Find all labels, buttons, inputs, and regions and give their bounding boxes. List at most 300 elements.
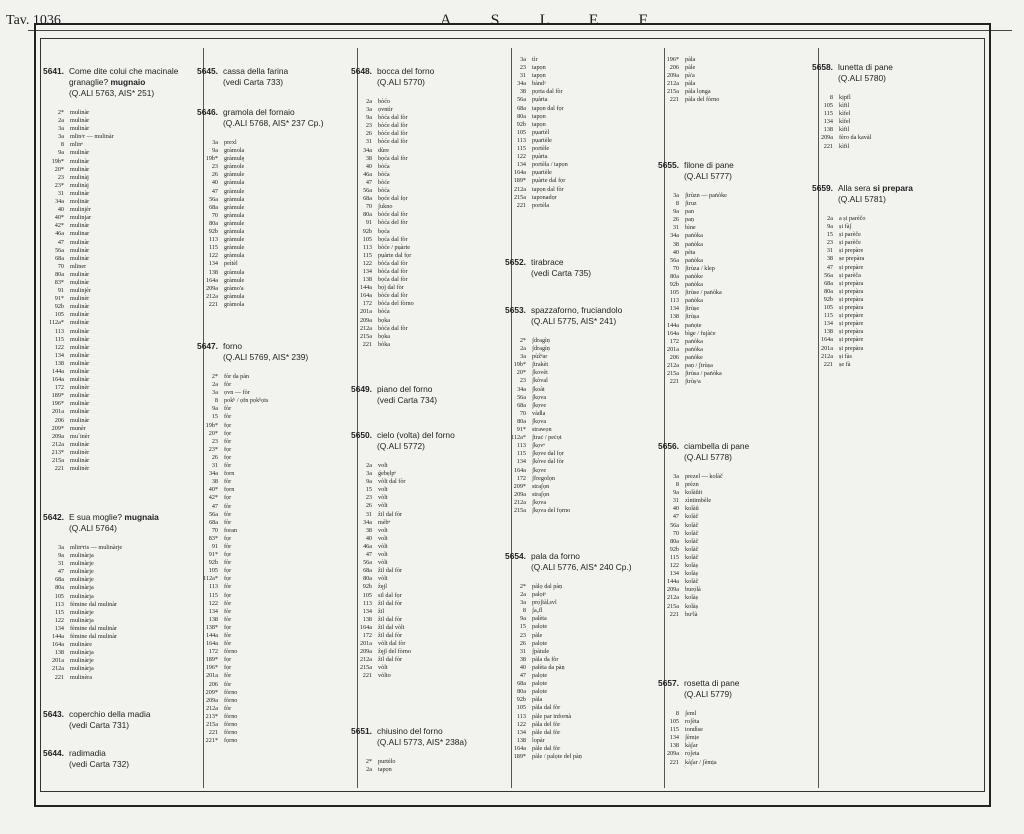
locality-code: 34a: [517, 385, 526, 393]
locality-code: 122: [669, 562, 679, 570]
locality-code: 221: [208, 300, 218, 308]
locality-code: 134: [823, 118, 833, 126]
dialect-form: burọ̀là: [685, 586, 701, 594]
dialect-row: [504, 656, 649, 664]
locality-code: 221*: [205, 737, 218, 745]
dialect-form: sil dal fọr: [378, 591, 402, 599]
locality-code: 172: [362, 300, 372, 308]
dialect-form: fòr: [224, 615, 232, 623]
entry-title: [69, 512, 187, 523]
dialect-form: bòćo: [378, 98, 391, 105]
dialect-form: bìge / fujàċe: [685, 329, 716, 337]
dialect-form: ṣi prepàra: [839, 279, 864, 287]
dialect-form: ọvn — fòr: [224, 389, 250, 397]
locality-code: 122: [516, 720, 526, 728]
dialect-form: pàle / palọte del pàṇ: [532, 752, 582, 760]
locality-code: 144a: [51, 633, 64, 641]
dialect-row: [42, 617, 187, 625]
locality-code: 15: [519, 623, 526, 631]
dialect-form: straʃọn: [532, 482, 550, 490]
dialect-row: [657, 489, 802, 497]
locality-code: 115: [823, 312, 833, 320]
locality-code: 19b*: [205, 421, 218, 429]
entry-reference: (Q.ALI 5775, AIS* 241): [531, 316, 617, 326]
dialect-form: ẑil dal fòr: [378, 656, 403, 664]
entry-reference: (vedi Carta 734): [377, 395, 438, 405]
dialect-row: [196, 260, 341, 268]
entry-title: [223, 66, 341, 77]
entry-reference: (Q.ALI 5772): [377, 441, 425, 451]
locality-code: 56a: [670, 521, 679, 529]
dialect-form: gràmo'a: [224, 284, 244, 292]
dialect-row: [504, 105, 649, 113]
locality-code: 213*: [205, 712, 218, 720]
dialect-row: [657, 718, 802, 726]
dialect-row: [42, 457, 187, 465]
dialect-row: [196, 559, 341, 567]
locality-code: 221: [823, 142, 833, 150]
locality-code: 164a: [359, 623, 372, 631]
dialect-row: [504, 418, 649, 426]
dialect-form: vòlt: [378, 664, 388, 672]
dialect-form: bọće dal fọr: [378, 195, 408, 203]
locality-code: 105: [54, 592, 64, 600]
dialect-form: ẑil dal vòlt: [378, 623, 405, 631]
dialect-row: [196, 567, 341, 575]
locality-code: 164a: [820, 336, 833, 344]
dialect-row: [196, 583, 341, 591]
locality-code: 68a: [209, 203, 218, 211]
dialect-form: fọr: [224, 494, 232, 502]
dialect-form: bòće dal fòr: [378, 130, 408, 138]
dialect-form: ṣi prepàra: [839, 295, 864, 303]
dialect-row: [350, 130, 495, 138]
dialect-form: gràmula: [224, 195, 245, 203]
dialect-row: [504, 442, 649, 450]
entry-number: 5656.: [658, 441, 679, 451]
dialect-row: [196, 389, 341, 397]
dialect-form: gràmula: [224, 292, 245, 300]
dialect-row: [657, 586, 802, 594]
dialect-row: [42, 641, 187, 649]
locality-code: 144a: [666, 321, 679, 329]
locality-code: 23: [365, 122, 372, 130]
dialect-row: [504, 394, 649, 402]
locality-code: 38: [519, 655, 526, 663]
entry-header: [657, 160, 802, 171]
entry: [811, 62, 956, 151]
entry-reference: (Q.ALI 5781): [838, 194, 886, 204]
dialect-row: [350, 228, 495, 236]
dialect-row: [196, 575, 341, 583]
dialect-row: [196, 269, 341, 277]
dialect-form: pụàrta: [532, 96, 548, 104]
entry-title-part: E sua moglie?: [69, 512, 123, 522]
locality-code: 115: [208, 244, 218, 252]
locality-code: 115: [362, 251, 372, 259]
entry-title: [377, 384, 495, 395]
dialect-form: tapọn: [532, 64, 546, 72]
dialect-row: [42, 328, 187, 336]
locality-code: 68a: [824, 279, 833, 287]
dialect-row: [42, 206, 187, 214]
entry-title: [684, 678, 802, 689]
dialect-form: fòr da pàn: [224, 373, 250, 380]
dialect-form: bòće dal fòr: [378, 122, 408, 130]
dialect-row: [657, 750, 802, 758]
dialect-row: [196, 697, 341, 705]
dialect-row: [350, 632, 495, 640]
dialect-row: [196, 381, 341, 389]
dialect-form: fòr: [224, 672, 232, 680]
dialect-row: [504, 153, 649, 161]
locality-code: 91: [211, 542, 218, 550]
dialect-form: fọr: [224, 445, 232, 453]
locality-code: 113: [362, 599, 372, 607]
locality-code: 56a: [517, 393, 526, 401]
dialect-row: [196, 422, 341, 430]
dialect-form: fọr: [224, 551, 232, 559]
locality-code: 83*: [208, 534, 218, 542]
dialect-row: [42, 149, 187, 157]
locality-code: 80a: [824, 287, 833, 295]
entry-title: [377, 66, 495, 77]
entry: [657, 441, 802, 619]
locality-code: 113: [516, 712, 526, 720]
dialect-form: bòća dal fòr: [378, 324, 408, 332]
entry: [42, 512, 187, 682]
dialect-row: [504, 623, 649, 631]
dialect-list: [504, 56, 649, 210]
entry-title-part: si prepara: [870, 183, 913, 193]
dialect-row: [504, 688, 649, 696]
locality-code: 3a: [520, 56, 526, 63]
dialect-row: [657, 473, 802, 481]
locality-code: 40: [519, 663, 526, 671]
locality-code: 19b*: [51, 157, 64, 165]
entry: [350, 66, 495, 349]
locality-code: 68a: [363, 567, 372, 575]
dialect-form: prọ́ʃtàlᵢsvl: [532, 599, 557, 607]
dialect-form: ʃtrakèt: [532, 361, 549, 369]
entry-number: 5650.: [351, 430, 372, 440]
entry-number: 5644.: [43, 748, 64, 758]
locality-code: 105: [516, 704, 526, 712]
dialect-row: [196, 228, 341, 236]
entry: [811, 183, 956, 369]
entry-title-part: pala da forno: [531, 551, 580, 561]
dialect-row: [504, 483, 649, 491]
dialect-form: straʃọn: [532, 490, 550, 498]
locality-code: 134: [823, 320, 833, 328]
dialect-row: [504, 186, 649, 194]
locality-code: 31: [672, 497, 679, 505]
dialect-form: bòća: [378, 170, 390, 178]
dialect-row: [504, 729, 649, 737]
dialect-row: [504, 80, 649, 88]
locality-code: 92b: [516, 120, 526, 128]
dialect-form: ʃèmịe: [685, 734, 700, 742]
dialect-form: pụartèle: [532, 136, 552, 144]
dialect-form: kolàč: [685, 553, 699, 561]
locality-code: 134: [362, 607, 372, 615]
locality-code: 70: [672, 264, 679, 272]
locality-code: 19b*: [513, 361, 526, 369]
locality-code: 134: [669, 734, 679, 742]
dialect-row: [350, 656, 495, 664]
entry-number: 5658.: [812, 62, 833, 72]
locality-code: 215a: [51, 457, 64, 465]
dialect-row: [42, 182, 187, 190]
dialect-form: fọr: [224, 534, 232, 542]
entry: [504, 56, 649, 210]
dialect-row: [196, 486, 341, 494]
dialect-row: [657, 354, 802, 362]
dialect-form: fọr: [224, 664, 232, 672]
dialect-form: ʃkọve: [532, 466, 547, 474]
dialect-form: mulinèra: [70, 673, 92, 681]
dialect-row: [196, 600, 341, 608]
dialect-form: bòće / pụàrte: [378, 243, 410, 251]
dialect-row: [350, 624, 495, 632]
entry-header: [196, 66, 341, 77]
dialect-row: [196, 592, 341, 600]
dialect-form: bòća dal fòr: [378, 114, 408, 122]
entry-number: 5655.: [658, 160, 679, 170]
dialect-form: palèta da pàṇ: [532, 663, 565, 671]
dialect-form: vòlt: [378, 494, 388, 502]
locality-code: 138: [54, 649, 64, 657]
locality-code: 38: [672, 240, 679, 248]
dialect-row: [196, 713, 341, 721]
locality-code: 9a: [673, 208, 679, 216]
locality-code: 9a: [673, 489, 679, 497]
locality-code: 221: [823, 360, 833, 368]
dialect-row: [42, 311, 187, 319]
dialect-form: paṇ / ʃtrùṣa: [685, 361, 713, 369]
locality-code: 23*: [54, 181, 64, 189]
dialect-form: paṅòke: [685, 272, 703, 280]
dialect-form: fọrno: [224, 737, 238, 745]
locality-code: 215a: [513, 193, 526, 201]
locality-code: 134: [54, 351, 64, 359]
dialect-form: paṅòka: [685, 337, 703, 345]
locality-code: 172: [516, 474, 526, 482]
dialect-form: paṅòke: [685, 353, 703, 361]
entry-title: [377, 430, 495, 441]
locality-code: 212a: [359, 656, 372, 664]
locality-code: 2a: [58, 117, 64, 125]
dialect-form: ʃtrùzn — paṅòke: [685, 192, 727, 199]
dialect-form: palọte: [532, 688, 548, 696]
dialect-form: foran: [224, 526, 238, 534]
entry-title-part: ciambella di pane: [684, 441, 750, 451]
locality-code: 144a: [359, 284, 372, 292]
dialect-form: ṣe prepàra: [839, 255, 865, 263]
locality-code: 46a: [363, 170, 372, 178]
dialect-form: fòr: [224, 462, 232, 470]
locality-code: 105: [362, 591, 372, 599]
entry-title: [838, 183, 956, 194]
dialect-row: [196, 729, 341, 737]
dialect-form: bòća: [378, 162, 390, 170]
dialect-form: fòr: [224, 478, 232, 486]
dialect-form: ṣi prepàre: [839, 320, 864, 328]
dialect-form: ʃtrùṣᵃa: [685, 378, 701, 386]
locality-code: 212a: [51, 440, 64, 448]
entry-number: 5647.: [197, 341, 218, 351]
dialect-row: [350, 592, 495, 600]
locality-code: 23: [365, 494, 372, 502]
dialect-row: [504, 458, 649, 466]
locality-code: 80a: [55, 584, 64, 592]
dialect-row: [504, 680, 649, 688]
dialect-form: mulinàr: [70, 368, 90, 375]
dialect-row: [504, 88, 649, 96]
dialect-row: [657, 497, 802, 505]
dialect-row: [657, 88, 802, 96]
entry-title-part: rosetta di pane: [684, 678, 740, 688]
dialect-form: gràmulę: [224, 155, 245, 163]
dialect-form: mulinàr: [70, 440, 90, 448]
dialect-form: kolàṣ: [685, 562, 699, 570]
locality-code: 206: [54, 416, 64, 424]
dialect-form: ʃaᵤfl: [532, 607, 543, 615]
dialect-row: [42, 384, 187, 392]
dialect-form: kìfil: [839, 126, 850, 134]
column-divider: [664, 48, 665, 788]
dialect-row: [657, 192, 802, 200]
entry-title: [684, 160, 802, 171]
dialect-form: mulinàr: [70, 165, 90, 173]
dialect-row: [350, 300, 495, 308]
dialect-form: prexl: [224, 139, 237, 146]
locality-code: 40*: [54, 214, 64, 222]
dialect-row: [42, 433, 187, 441]
dialect-form: bọća dal fòr: [378, 276, 408, 284]
locality-code: 56a: [209, 195, 218, 203]
dialect-list: [42, 109, 187, 473]
dialect-row: [657, 241, 802, 249]
dialect-form: ṣi prepàre: [839, 312, 864, 320]
locality-code: 80a: [363, 211, 372, 219]
locality-code: 189*: [51, 392, 64, 400]
dialect-row: [350, 106, 495, 114]
dialect-form: fòr: [224, 640, 232, 648]
locality-code: 68a: [517, 680, 526, 688]
locality-code: 83*: [54, 278, 64, 286]
dialect-form: fòr: [224, 599, 232, 607]
dialect-form: bàndᵃ: [532, 80, 546, 88]
locality-code: 113: [516, 442, 526, 450]
dialect-form: fòr: [224, 502, 232, 510]
dialect-form: bòće: [378, 178, 390, 186]
locality-code: 92b: [208, 559, 218, 567]
dialect-form: bọka: [378, 316, 391, 324]
dialect-row: [196, 462, 341, 470]
dialect-form: kolàṣ: [685, 594, 699, 602]
locality-code: 3a: [673, 192, 679, 199]
dialect-row: [504, 737, 649, 745]
dialect-row: [42, 449, 187, 457]
dialect-form: gràmula: [224, 228, 245, 236]
dialect-row: [42, 568, 187, 576]
dialect-row: [657, 289, 802, 297]
dialect-row: [196, 632, 341, 640]
locality-code: 2*: [365, 758, 372, 765]
locality-code: 138*: [205, 623, 218, 631]
dialect-row: [350, 155, 495, 163]
dialect-form: mulinjèr: [70, 287, 91, 295]
locality-code: 2a: [366, 462, 372, 469]
dialect-form: prezel — kolàč: [685, 473, 723, 480]
locality-code: 196*: [205, 664, 218, 672]
dialect-row: [504, 169, 649, 177]
dialect-row: [42, 287, 187, 295]
dialect-form: mulinàrje: [70, 560, 94, 568]
dialect-form: dùre: [378, 146, 389, 154]
dialect-form: gràmula: [224, 268, 245, 276]
dialect-row: [196, 721, 341, 729]
locality-code: 47: [826, 263, 833, 271]
dialect-list: [657, 192, 802, 386]
dialect-form: mulinàrja: [70, 592, 94, 600]
dialect-row: [504, 426, 649, 434]
entry-title: [69, 66, 187, 88]
locality-code: 122: [516, 153, 526, 161]
dialect-form: ẑil dal fòr: [378, 631, 403, 639]
entry-number: 5643.: [43, 709, 64, 719]
locality-code: 42*: [54, 222, 64, 230]
dialect-form: fòr: [224, 437, 232, 445]
entry-title-part: lunetta di pane: [838, 62, 893, 72]
dialect-row: [350, 494, 495, 502]
dialect-form: pàla: [532, 696, 543, 704]
locality-code: 8: [214, 397, 218, 405]
dialect-row: [350, 672, 495, 680]
entry-header: [350, 384, 495, 395]
locality-code: 112a*: [203, 575, 218, 583]
locality-code: 70: [211, 526, 218, 534]
dialect-form: gràmule: [224, 244, 245, 252]
entry: [42, 66, 187, 473]
dialect-form: pụàrte dal fọr: [378, 251, 412, 259]
entry: [350, 430, 495, 681]
locality-code: 80a: [55, 270, 64, 278]
locality-code: 134: [362, 267, 372, 275]
locality-code: 56a: [209, 510, 218, 518]
locality-code: 23: [211, 163, 218, 171]
locality-code: 23: [826, 239, 833, 247]
dialect-row: [504, 648, 649, 656]
dialect-form: paṅòka: [685, 297, 703, 305]
locality-code: 3a: [520, 599, 526, 607]
locality-code: 122: [362, 259, 372, 267]
entry-title-part: le granaglie?: [69, 66, 179, 87]
locality-code: 40: [365, 534, 372, 542]
locality-code: 189*: [513, 752, 526, 760]
dialect-form: ṣi parèče: [839, 231, 861, 239]
locality-code: 68a: [517, 104, 526, 112]
dialect-form: fọr: [224, 429, 232, 437]
dialect-row: [657, 578, 802, 586]
dialect-row: [811, 304, 956, 312]
entry-title-part: gramola del fornaio: [223, 107, 295, 117]
locality-code: 138: [669, 742, 679, 750]
locality-code: 2a: [212, 381, 218, 389]
dialect-form: mulinàr: [70, 246, 90, 254]
locality-code: 112a*: [49, 319, 64, 327]
